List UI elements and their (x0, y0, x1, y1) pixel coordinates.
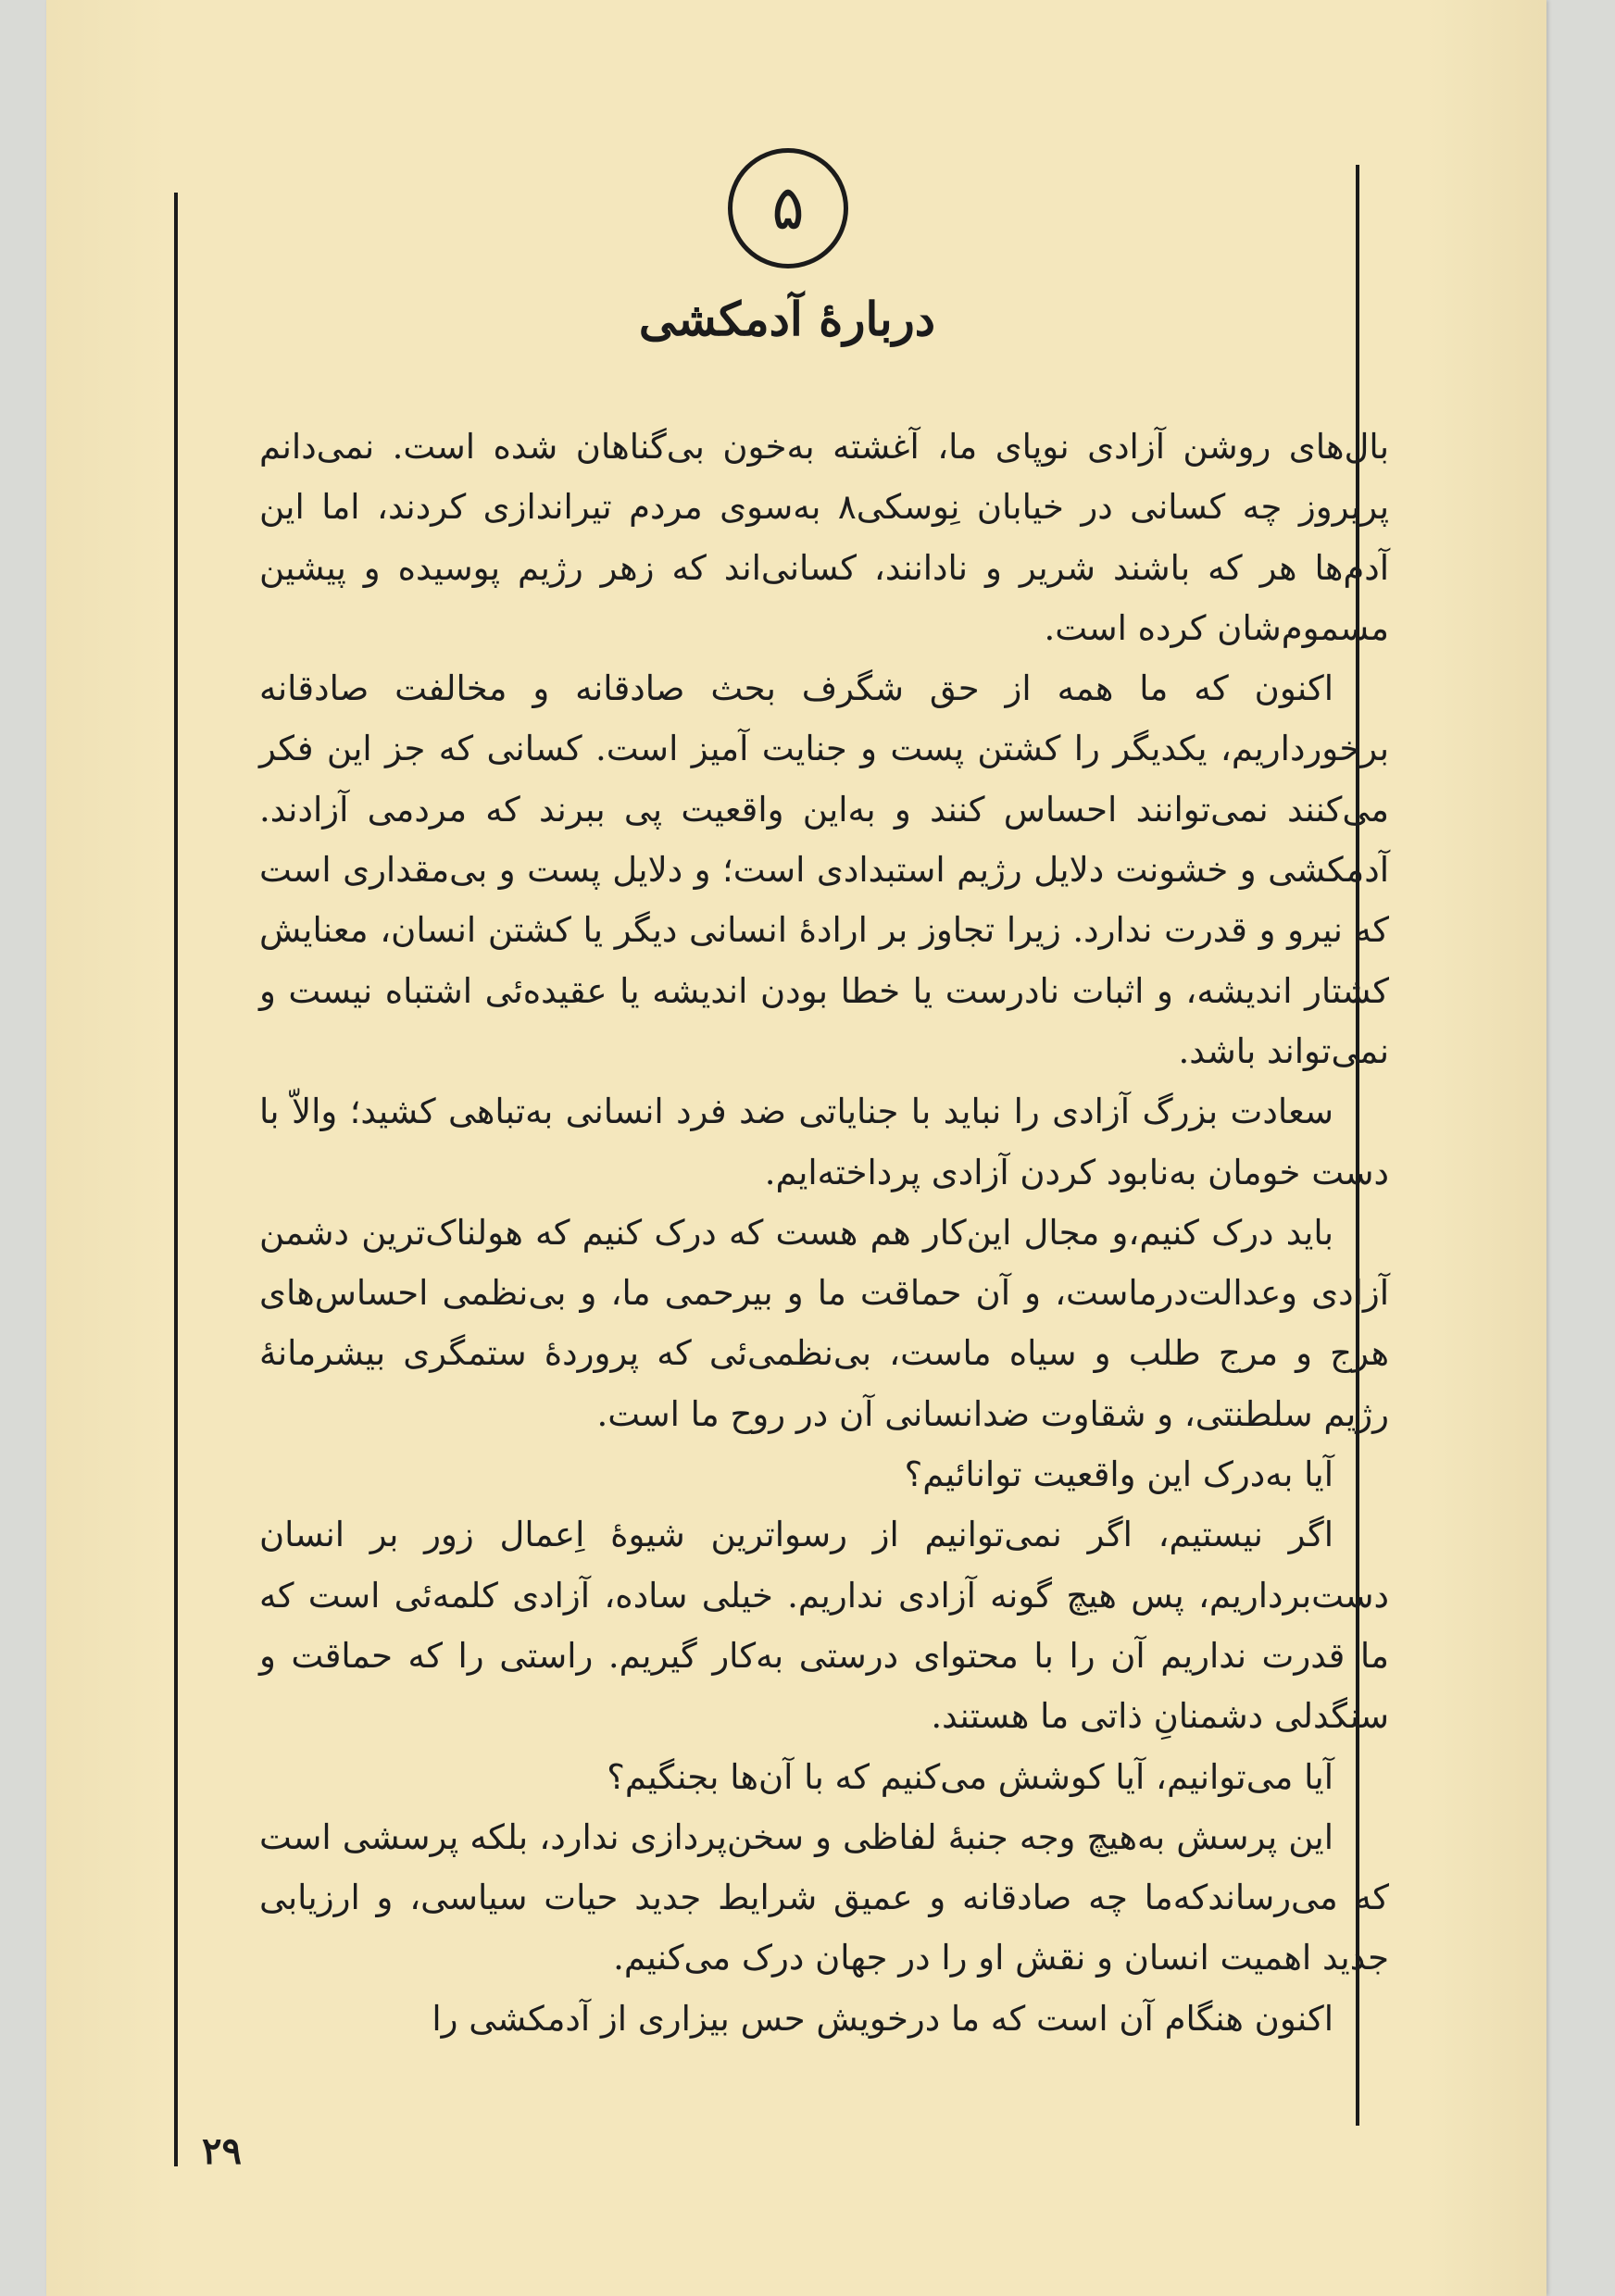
paragraph: بال‌های روشن آزادی نوپای ما، آغشته به‌خون بی‌گناهان شده است. نمی‌دانم پریروز چه کسانی در خیابان نِوسکی۸ به‌سوی مردم تیراندازی کردند، اما این آدم‌ها هر که باشند شریر و نادانند، کسانی‌اند که زهر رژیم پوسیده و پیشین مسموم‌شان کرده است. (259, 427, 1389, 648)
paragraph: این پرسش به‌هیچ وجه جنبهٔ لفاظی و سخن‌پردازی ندارد، بلکه پرسشی است که می‌رساندکه‌ما چه صادقانه و عمیق شرایط جدید حیات سیاسی، و ارزیابی جدید اهمیت انسان و نقش او را در جهان درک می‌کنیم. (259, 1816, 1389, 1978)
paragraph: آیا می‌توانیم، آیا کوشش می‌کنیم که با آن‌ها بجنگیم؟ (607, 1756, 1333, 1797)
chapter-number-badge (728, 148, 848, 268)
chapter-title: دربارهٔ آدمکشی (638, 292, 936, 346)
paragraph: آیا به‌درک این واقعیت توانائیم؟ (904, 1454, 1333, 1495)
paragraph: باید درک کنیم،و مجال این‌کار هم هست که درک کنیم که هولناک‌ترین دشمن آزادی وعدالت‌درماست، و آن حماقت ما و بیرحمی ما، و بی‌نظمی احساس‌های هرج و مرج طلب و سیاه ماست، بی‌نظمی‌ئی که پروردهٔ ستمگری بیشرمانهٔ رژیم سلطنتی، و شقاوت ضدانسانی آن در روح ما است. (259, 1212, 1389, 1434)
paragraph: سعادت بزرگ آزادی را نباید با جنایاتی ضد فرد انسانی به‌تباهی کشید؛ والاّ با دست خومان به‌نابود کردن آزادی پرداخته‌ایم. (259, 1092, 1389, 1192)
book-page (46, 0, 1546, 2296)
paragraph: اگر نیستیم، اگر نمی‌توانیم از رسواترین شیوهٔ اِعمال زور بر انسان دست‌برداریم، پس هیچ گونه آزادی نداریم. خیلی ساده، آزادی کلمه‌ئی است که ما قدرت نداریم آن را با محتوای درستی به‌کار گیریم. راستی را که حماقت و سنگدلی دشمنانِ ذاتی ما هستند. (259, 1515, 1389, 1737)
paragraph: اکنون هنگام آن است که ما درخویش حس بیزاری از آدمکشی را (432, 1998, 1333, 2039)
chapter-number: ۵ (771, 172, 805, 243)
left-margin-rule (174, 193, 178, 2166)
paragraph: اکنون که ما همه از حق شگرف بحث صادقانه و مخالفت صادقانه برخورداریم، یکدیگر را کشتن پست و جنایت آمیز است. کسانی که جز این فکر می‌کنند نمی‌توانند احساس کنند و به‌این واقعیت پی ببرند که مردمی آزادند. آدمکشی و خشونت دلایل رژیم استبدادی است؛ و دلایل پست و بی‌مقداری است که نیرو و قدرت ندارد. زیرا تجاوز بر ارادهٔ انسانی دیگر یا کشتن انسان، معنایش کشتار اندیشه، و اثبات نادرست یا خطا بودن اندیشه یا عقیده‌ئی اشتباه نیست و نمی‌تواند باشد. (259, 668, 1389, 1071)
body-text (259, 417, 1389, 2049)
page-number: ۲۹ (202, 2129, 242, 2173)
